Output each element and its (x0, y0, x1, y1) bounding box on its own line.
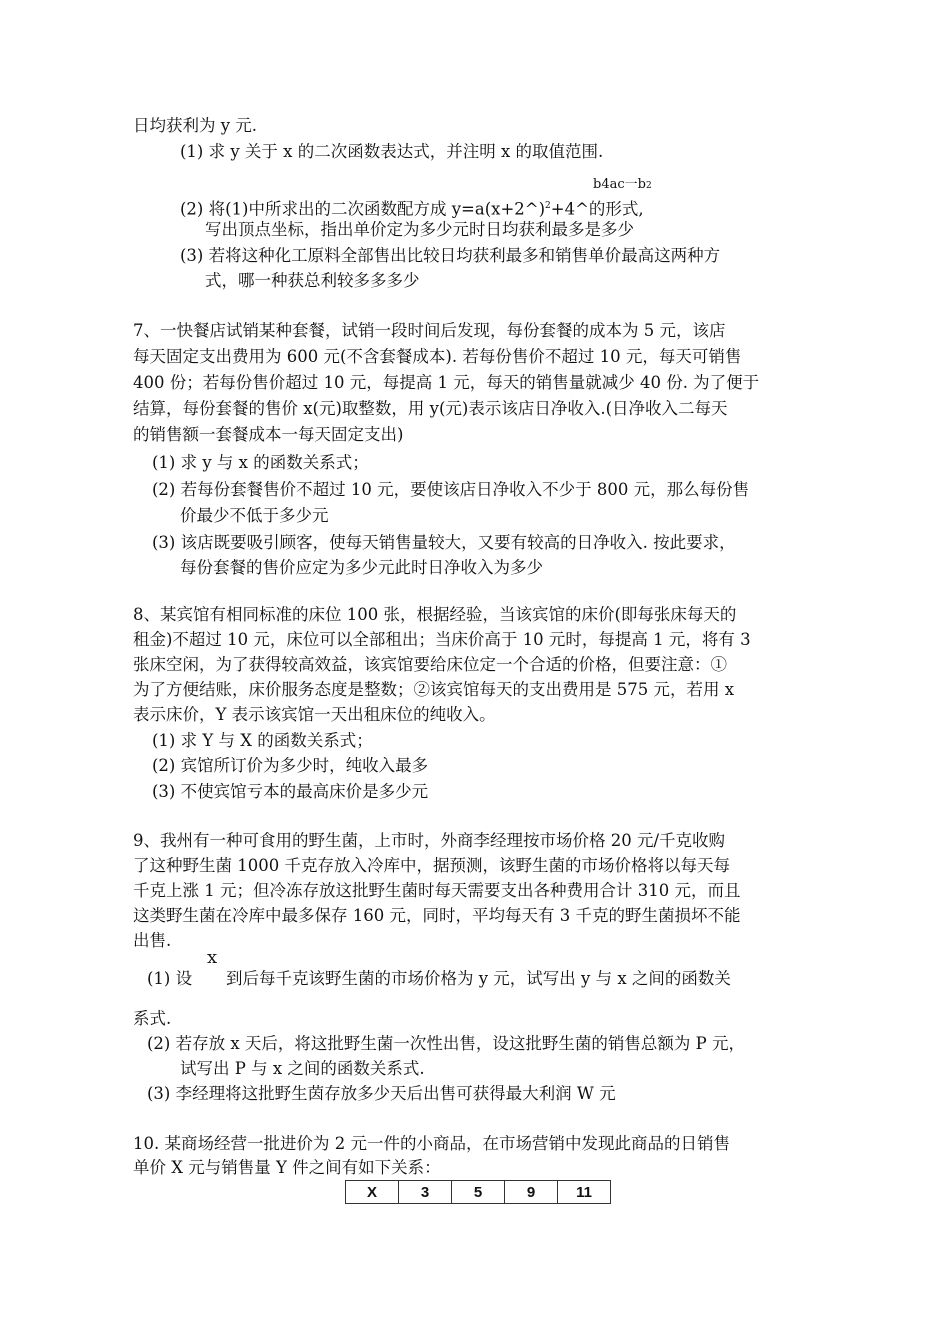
p9-question-1-cont: 系式. (133, 1009, 172, 1028)
p6-question-2-cont: 写出顶点坐标，指出单价定为多少元时日均获利最多是多少 (205, 220, 634, 239)
p9-question-1: (1) 设 (147, 969, 193, 988)
p7-question-2-cont: 价最少不低于多少元 (180, 506, 329, 525)
p10-line-2: 单价 X 元与销售量 Y 件之间有如下关系： (133, 1158, 441, 1177)
table-cell: X (346, 1181, 399, 1204)
table-cell: 3 (399, 1181, 452, 1204)
formula-sub: 2 (645, 181, 652, 191)
p9-line-5: 出售. (133, 931, 172, 950)
p8-line-2: 租金)不超过 10 元，床位可以全部租出；当床价高于 10 元时，每提高 1 元，将有 3 (133, 630, 751, 649)
p9-question-1-body: 到后每千克该野生菌的市场价格为 y 元，试写出 y 与 x 之间的函数关 (226, 969, 731, 988)
table-row (346, 1181, 611, 1204)
p8-question-1: (1) 求 Y 与 X 的函数关系式； (152, 731, 373, 750)
p6-question-1: (1) 求 y 关于 x 的二次函数表达式，并注明 x 的取值范围. (180, 142, 604, 161)
p9-x-label: x (207, 947, 218, 968)
p6-intro: 日均获利为 y 元. (133, 116, 258, 135)
p7-line-4: 结算，每份套餐的售价 x(元)取整数，用 y(元)表示该店日净收入.(日净收入二每天 (133, 399, 728, 418)
p7-question-2: (2) 若每份套餐售价不超过 10 元，要使该店日净收入不少于 800 元，那么每份售 (152, 480, 750, 499)
p6-q2-post: +4^的形式, (550, 199, 644, 219)
p9-line-1: 9、我州有一种可食用的野生菌，上市时，外商李经理按市场价格 20 元/千克收购 (133, 831, 726, 850)
p6-question-3-cont: 式，哪一种获总利较多多多少 (205, 271, 420, 290)
p7-line-1: 7、一快餐店试销某种套餐，试销一段时间后发现，每份套餐的成本为 5 元，该店 (133, 321, 726, 340)
p6-question-3: (3) 若将这种化工原料全部售出比较日均获利最多和销售单价最高这两种方 (180, 246, 721, 265)
p9-line-4: 这类野生菌在冷库中最多保存 160 元，同时，平均每天有 3 千克的野生菌损坏不能 (133, 906, 741, 925)
p9-question-3: (3) 李经理将这批野生茵存放多少天后出售可获得最大利润 W 元 (147, 1084, 616, 1103)
table-cell: 11 (558, 1181, 611, 1204)
p7-line-2: 每天固定支出费用为 600 元(不含套餐成本). 若每份售价不超过 10 元，每天可销售 (133, 347, 742, 366)
p8-question-2: (2) 宾馆所订价为多少时，纯收入最多 (152, 756, 429, 775)
p9-question-2: (2) 若存放 x 天后，将这批野生菌一次性出售，设这批野生菌的销售总额为 P 元， (147, 1034, 746, 1053)
p6-q2-pre: (2) 将(1)中所求出的二次函数配方成 y=a(x+2^) (180, 199, 546, 219)
p7-question-3: (3) 该店既要吸引顾客，使每天销售量较大，又要有较高的日净收入. 按此要求， (152, 533, 736, 552)
p9-line-2: 了这种野生菌 1000 千克存放入冷库中，据预测，该野生菌的市场价格将以每天每 (133, 856, 730, 875)
p9-line-3: 千克上涨 1 元；但冷冻存放这批野生菌时每天需要支出各种费用合计 310 元，而且 (133, 881, 741, 900)
p6-q2-sup: 2 (545, 201, 551, 211)
table-cell: 5 (452, 1181, 505, 1204)
p10-line-1: 10. 某商场经营一批进价为 2 元一件的小商品，在市场营销中发现此商品的日销售 (133, 1134, 730, 1153)
table-cell: 9 (505, 1181, 558, 1204)
p7-question-3-cont: 每份套餐的售价应定为多少元此时日净收入为多少 (180, 558, 543, 577)
p7-line-3: 400 份；若每份售价超过 10 元，每提高 1 元，每天的销售量就减少 40 份. 为了便于 (133, 373, 760, 392)
p7-line-5: 的销售额一套餐成本一每天固定支出) (133, 425, 404, 444)
p8-line-1: 8、某宾馆有相同标准的床位 100 张，根据经验，当该宾馆的床价(即每张床每天的 (133, 605, 737, 624)
p8-question-3: (3) 不使宾馆亏本的最高床价是多少元 (152, 782, 429, 801)
p8-line-5: 表示床价，Y 表示该宾馆一天出租床位的纯收入。 (133, 705, 496, 724)
price-sales-table (345, 1180, 611, 1204)
p8-line-4: 为了方便结账，床价服务态度是整数；②该宾馆每天的支出费用是 575 元，若用 x (133, 680, 735, 699)
formula-text: b4ac一b (593, 177, 646, 192)
p8-line-3: 张床空闲，为了获得较高效益，该宾馆要给床位定一个合适的价格，但要注意：① (133, 655, 727, 674)
p9-question-2-cont: 试写出 P 与 x 之间的函数关系式. (180, 1059, 425, 1078)
p7-question-1: (1) 求 y 与 x 的函数关系式； (152, 453, 369, 472)
